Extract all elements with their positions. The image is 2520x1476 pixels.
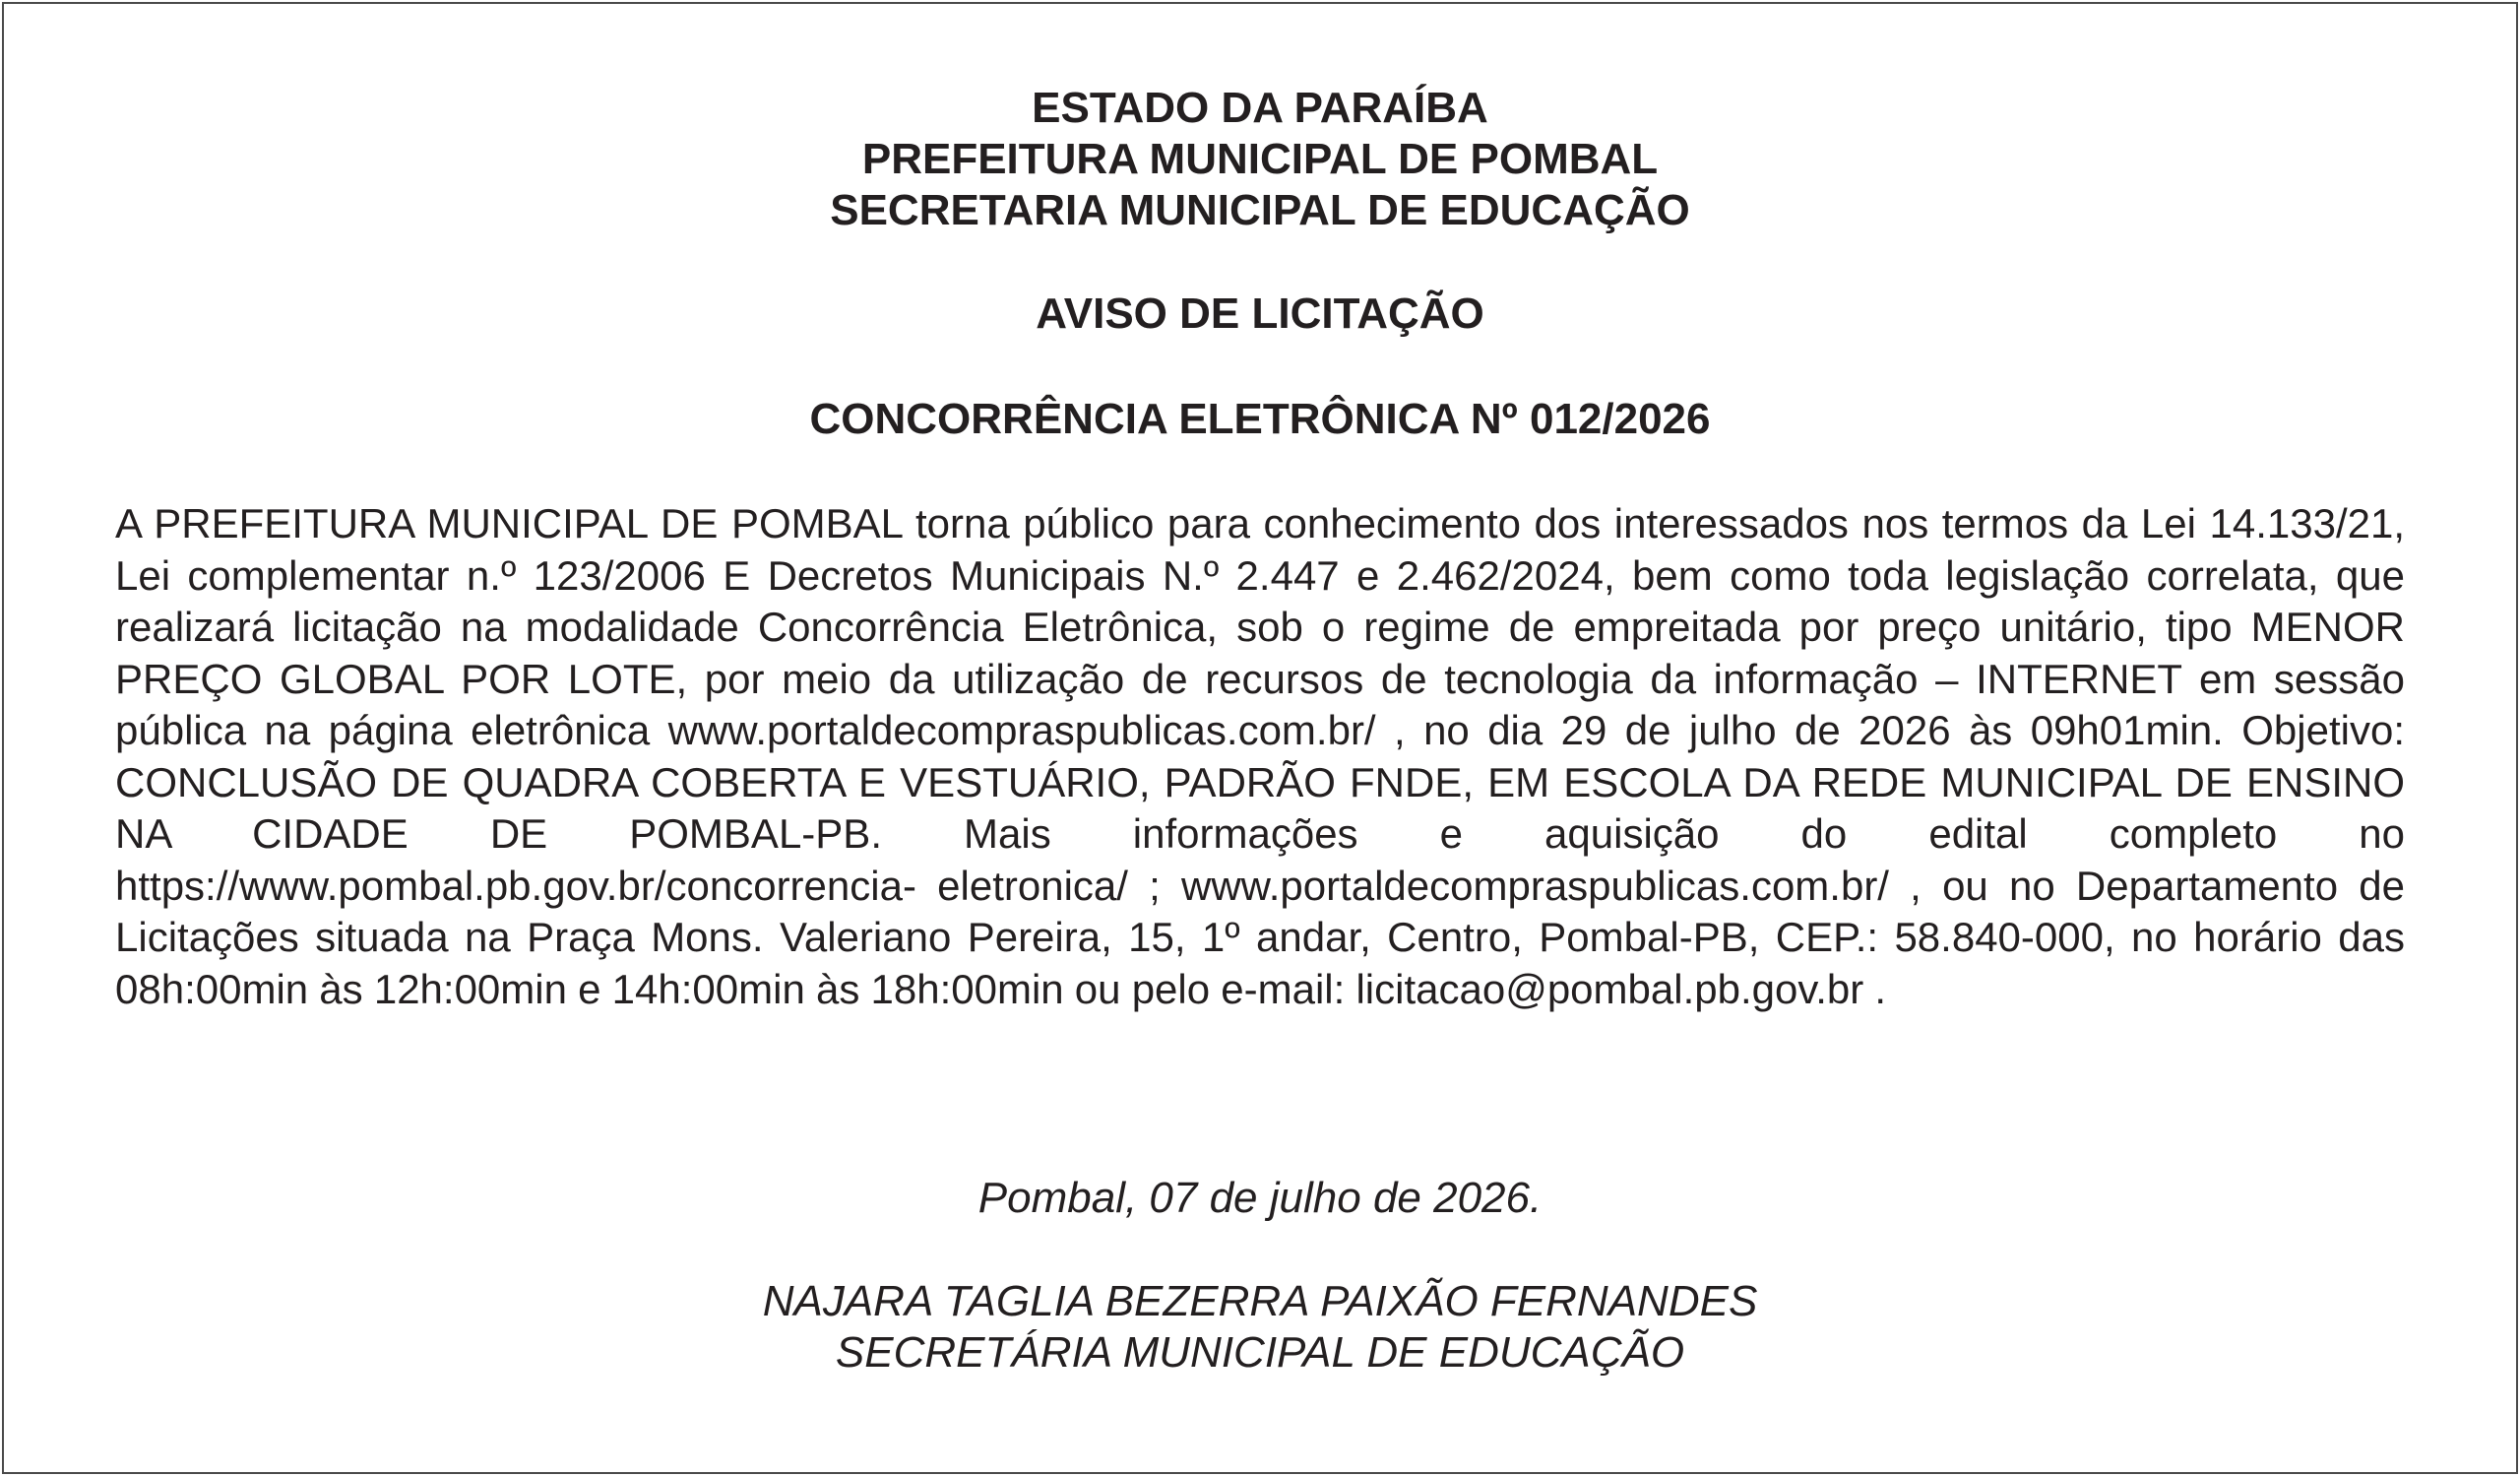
state-name: ESTADO DA PARAÍBA (1032, 84, 1488, 132)
process-title: CONCORRÊNCIA ELETRÔNICA Nº 012/2026 (809, 395, 1711, 443)
signer-name: NAJARA TAGLIA BEZERRA PAIXÃO FERNANDES (762, 1277, 1758, 1325)
notice-paragraph: A PREFEITURA MUNICIPAL DE POMBAL torna público para conhecimento dos interessados nos termos da Lei 14.133/21, Lei complementar n.º 123/2006 E Decretos Municipais N.º 2.447 e 2.462/2024, bem como toda legislação correlata, que realizará licitação na modalidade Concorrência Eletrônica, sob o regime de empreitada por preço unitário, tipo MENOR PREÇO GLOBAL POR LOTE, por meio da utilização de recursos de tecnologia da informação – INTERNET em sessão pública na página eletrônica www.portaldecompraspublicas.com.br/ , no dia 29 de julho de 2026 às 09h01min. Objetivo: CONCLUSÃO DE QUADRA COBERTA E VESTUÁRIO, PADRÃO FNDE, EM ESCOLA DA REDE MUNICIPAL DE ENSINO NA CIDADE DE POMBAL-PB. Mais informações e aquisição do edital completo no https://www.pombal.pb.gov.br/concorrencia- eletronica/ ; www.portaldecompraspublicas.com.br/ , ou no Departamento de Licitações situada na Praça Mons. Valeriano Pereira, 15, 1º andar, Centro, Pombal-PB, CEP.: 58.840-000, no horário das 08h:00min às 12h:00min e 14h:00min às 18h:00min ou pelo e-mail: licitacao@pombal.pb.gov.br . (115, 500, 2405, 1012)
notice-title: AVISO DE LICITAÇÃO (1036, 289, 1484, 338)
place-date: Pombal, 07 de julho de 2026. (977, 1174, 1543, 1222)
signer-role: SECRETÁRIA MUNICIPAL DE EDUCAÇÃO (835, 1328, 1685, 1377)
notice-body (115, 498, 2405, 1015)
city-hall-name: PREFEITURA MUNICIPAL DE POMBAL (861, 135, 1659, 183)
secretariat-name: SECRETARIA MUNICIPAL DE EDUCAÇÃO (830, 186, 1690, 234)
